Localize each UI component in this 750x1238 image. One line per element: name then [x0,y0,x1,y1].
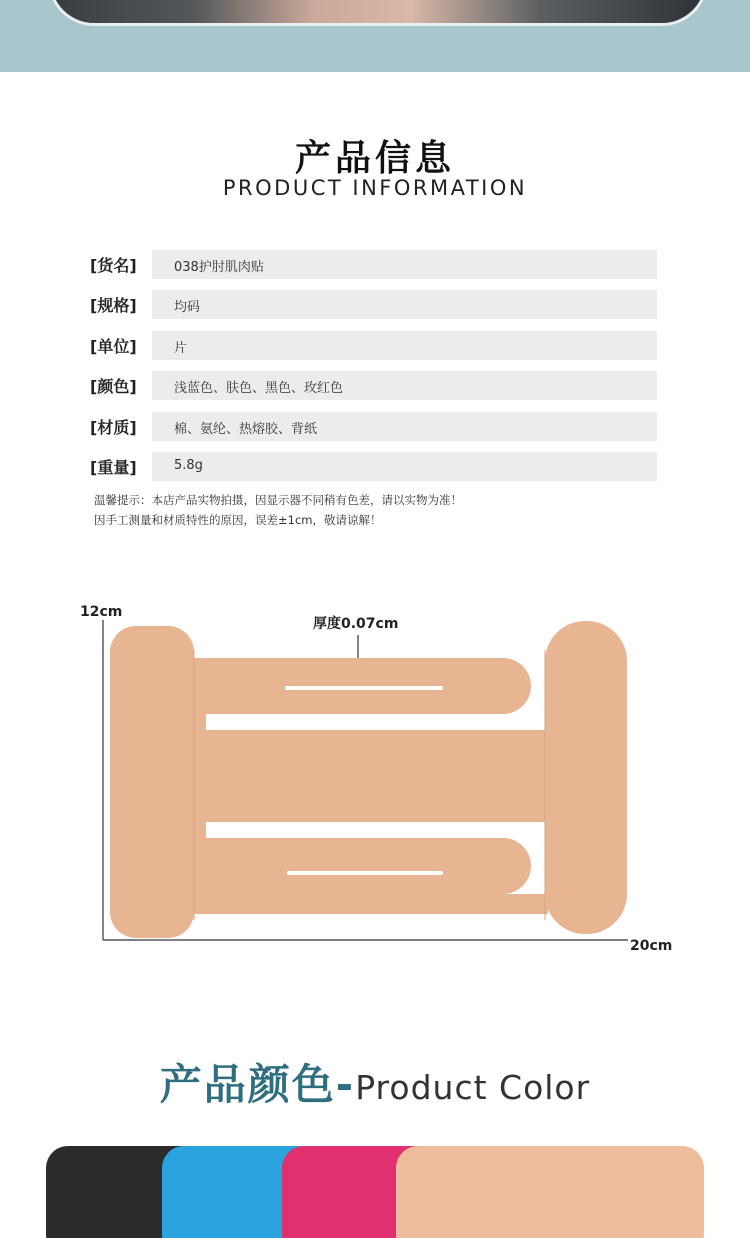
spec-value-box [152,412,657,441]
tape-slit-lower [287,871,443,875]
spec-row-color [90,371,657,400]
tip-note: 因手工测量和材质特性的原因，误差±1cm，敬请谅解！ [94,513,382,527]
color-title-en: Product Color [355,1068,591,1107]
tape-slit-upper [285,686,443,690]
tape-bottom-fill [190,894,548,914]
tape-lower-strap [190,838,531,894]
spec-row-unit [90,331,657,360]
spec-label: [重量] [90,458,137,477]
tape-diagram [0,590,750,970]
section-subtitle: PRODUCT INFORMATION [222,176,528,200]
spec-row-material [90,412,657,441]
height-label: 12cm [80,604,123,620]
top-banner [0,0,750,72]
spec-label: [货名] [90,256,137,275]
spec-value-box [152,250,657,279]
spec-label: [单位] [90,337,137,356]
spec-value: 棉、氨纶、热熔胶、背纸 [174,422,318,437]
spec-value-box [152,371,657,400]
section-title: 产品信息 [294,138,455,179]
spec-value: 浅蓝色、肤色、黑色、玫红色 [174,381,344,396]
width-label: 20cm [630,938,673,954]
swatch-skin [396,1146,704,1238]
spec-label: [规格] [90,296,137,315]
tip-note: 温馨提示：本店产品实物拍摄，因显示器不同稍有色差，请以实物为准！ [94,493,462,507]
tape-connector [190,710,206,840]
tape-middle-band [190,730,548,822]
spec-value: 5.8g [174,458,203,473]
spec-row-weight [90,452,657,481]
spec-value: 片 [174,341,188,356]
spec-label: [材质] [90,418,137,437]
spec-value-box [152,290,657,319]
spec-value-box [152,331,657,360]
tape-left-tab [110,626,194,938]
spec-value: 038护肘肌肉贴 [174,260,264,275]
color-title-cn: 产品颜色- [159,1060,356,1109]
thickness-label: 厚度0.07cm [313,616,399,632]
tape-illustration [0,590,750,970]
tape-shape [110,621,627,938]
spec-value: 均码 [174,300,201,315]
spec-row-name [90,250,657,279]
tape-right-tab [545,621,627,934]
spec-label: [颜色] [90,377,137,396]
spec-value-box [152,452,657,481]
spec-row-size [90,290,657,319]
color-swatches [0,1140,750,1238]
color-section-title [0,1052,750,1112]
product-photo [48,0,708,26]
